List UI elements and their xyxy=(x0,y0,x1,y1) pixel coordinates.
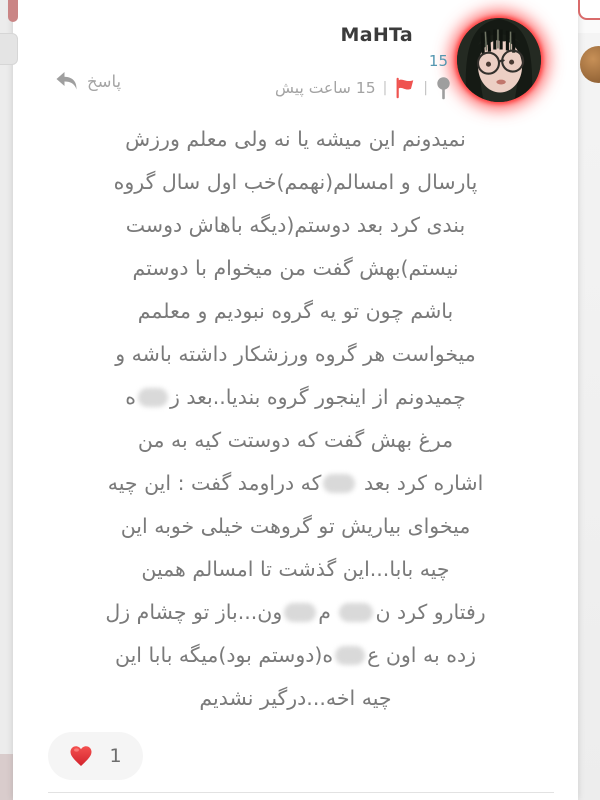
pin-icon[interactable] xyxy=(435,76,452,100)
comment-card xyxy=(13,0,578,800)
meta-row xyxy=(275,76,452,100)
text-line: مرغ بهش گفت که دوستت کیه به من xyxy=(137,428,454,452)
text-line: میخواست هر گروه ورزشکار داشته باشه و xyxy=(115,342,476,366)
like-button[interactable] xyxy=(48,732,143,780)
avatar[interactable] xyxy=(457,18,541,102)
text-line: بندی کرد بعد دوستم(دیگه باهاش دوست xyxy=(125,213,466,237)
censored-blur xyxy=(339,603,373,622)
text-line: نیستم)بهش گفت من میخوام با دوستم xyxy=(132,256,459,280)
censored-blur xyxy=(138,388,168,407)
reply-label: پاسخ xyxy=(87,71,122,91)
heart-icon xyxy=(69,745,93,767)
username[interactable]: MaHTa xyxy=(340,24,413,46)
background-fragment-top-right xyxy=(578,0,600,20)
reply-arrow-icon xyxy=(55,70,79,92)
background-fragment-left xyxy=(0,33,18,65)
reply-button[interactable] xyxy=(55,70,121,92)
text-line: رفتارو کرد ن مون...باز تو چشام زل xyxy=(105,600,486,624)
text-line: پارسال و امسالم(نهمم)خب اول سال گروه xyxy=(113,170,478,194)
user-score: 15 xyxy=(428,52,448,70)
background-strip-right xyxy=(578,0,600,800)
divider xyxy=(48,792,554,793)
censored-blur xyxy=(323,474,355,493)
like-count: 1 xyxy=(109,745,122,767)
background-fragment-bottom-left xyxy=(0,754,13,800)
meta-separator: | xyxy=(423,80,428,96)
text-line: نمیدونم این میشه یا نه ولی معلم ورزش xyxy=(125,127,466,151)
text-line: اشاره کرد بعد که دراومد گفت : این چیه xyxy=(107,471,484,495)
text-line: زده به اون عه(دوستم بود)میگه بابا این xyxy=(114,643,477,667)
meta-separator: | xyxy=(382,80,388,96)
post-text xyxy=(41,118,550,720)
text-line: چمیدونم از اینجور گروه بندیا..بعد زه xyxy=(125,385,466,409)
text-line: چیه بابا...این گذشت تا امسالم همین xyxy=(141,557,450,581)
comment-header xyxy=(13,0,578,114)
avatar-image xyxy=(457,18,541,102)
timestamp: 15 ساعت پیش xyxy=(275,79,376,97)
red-flag-icon[interactable] xyxy=(394,77,416,99)
censored-blur xyxy=(335,646,365,665)
text-line: چیه اخه...درگیر نشدیم xyxy=(199,686,392,710)
censored-blur xyxy=(284,603,316,622)
text-line: میخوای بیاریش تو گروهت خیلی خوبه این xyxy=(120,514,471,538)
background-fragment-top-left xyxy=(8,0,18,22)
text-line: باشم چون تو یه گروه نبودیم و معلمم xyxy=(137,299,454,323)
